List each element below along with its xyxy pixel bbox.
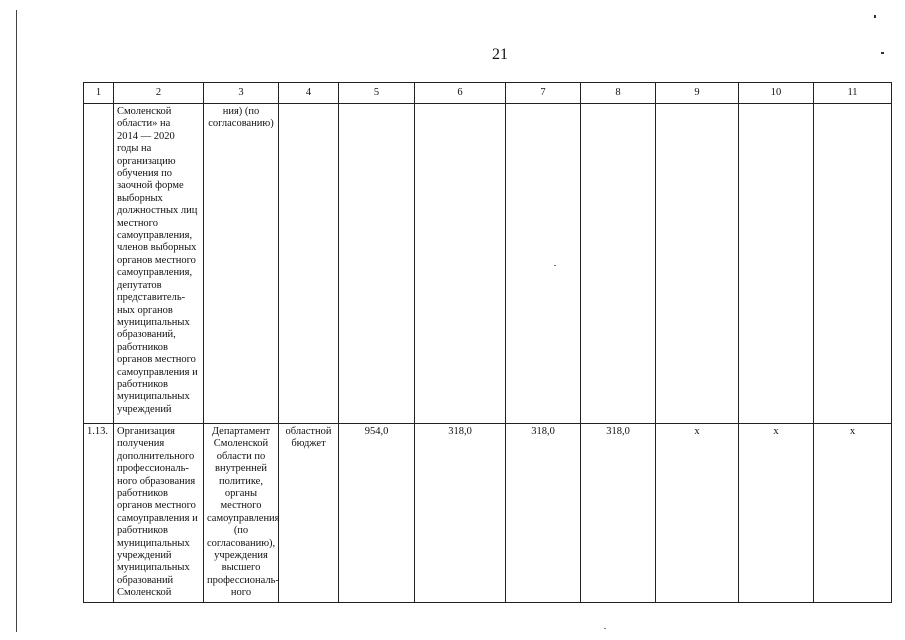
value-cell	[739, 104, 814, 424]
scan-speck	[604, 628, 606, 629]
column-header: 6	[415, 83, 506, 104]
amount-cell: 318,0	[506, 424, 581, 603]
column-header: 5	[339, 83, 415, 104]
column-header: 7	[506, 83, 581, 104]
column-header: 11	[814, 83, 892, 104]
row-number: 1.13.	[84, 424, 114, 603]
amount-cell: 318,0	[415, 424, 506, 603]
table-row	[84, 424, 892, 603]
value-cell: x	[656, 424, 739, 603]
activity-name-cell: Смоленской области» на 2014 — 2020 годы на организацию обучения по заочной форме выборных должностных лиц местного самоуправления, членов выборных органов местного самоуправления, депутатов представитель- ных органов муниципальных образований, работников органов местного самоуправления и работников муниципальных учреждений	[114, 104, 204, 424]
column-header: 3	[204, 83, 279, 104]
funding-source-cell	[279, 104, 339, 424]
column-header: 10	[739, 83, 814, 104]
amount-cell	[581, 104, 656, 424]
column-header: 2	[114, 83, 204, 104]
total-amount-cell: 954,0	[339, 424, 415, 603]
column-header: 4	[279, 83, 339, 104]
column-header: 8	[581, 83, 656, 104]
column-header: 1	[84, 83, 114, 104]
page-number: 21	[492, 46, 508, 63]
value-cell	[656, 104, 739, 424]
activity-name-cell: Организация получения дополнительного профессиональ- ного образования работников органов местного самоуправления и работников муниципальных учреждений муниципальных образований Смоленской	[114, 424, 204, 603]
page-left-rule	[16, 10, 17, 632]
value-cell: x	[814, 424, 892, 603]
funding-source-cell: областной бюджет	[279, 424, 339, 603]
column-header: 9	[656, 83, 739, 104]
table-header-row	[84, 83, 892, 104]
amount-cell	[506, 104, 581, 424]
executor-cell: Департамент Смоленской области по внутренней политике, органы местного самоуправления (по согласованию), учреждения высшего профессиональ- ного	[204, 424, 279, 603]
scan-speck	[874, 15, 876, 18]
table-row	[84, 104, 892, 424]
value-cell	[814, 104, 892, 424]
amount-cell	[415, 104, 506, 424]
total-amount-cell	[339, 104, 415, 424]
row-number	[84, 104, 114, 424]
amount-cell: 318,0	[581, 424, 656, 603]
budget-table	[83, 82, 892, 603]
value-cell: x	[739, 424, 814, 603]
executor-cell: ния) (по согласованию)	[204, 104, 279, 424]
